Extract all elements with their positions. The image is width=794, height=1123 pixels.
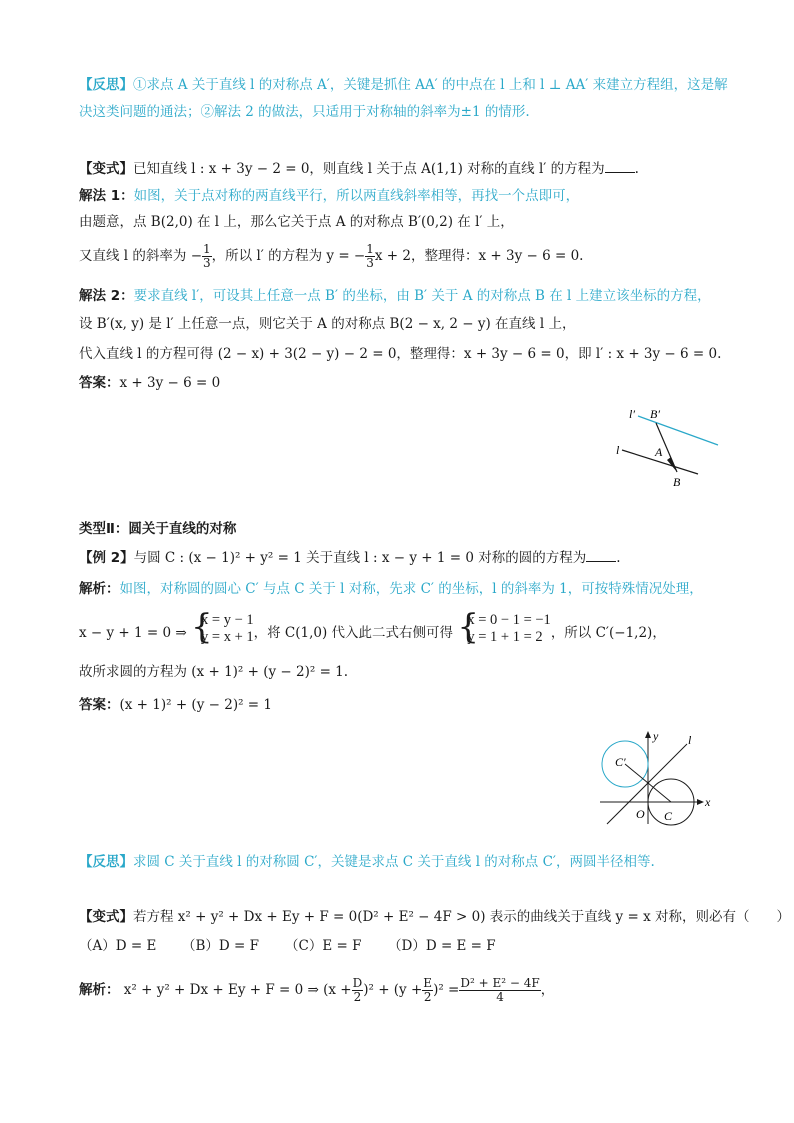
- example2-tag: 【例 2】: [79, 550, 134, 566]
- fraction-e-over-2: [422, 977, 433, 1004]
- f3-den: 4: [496, 990, 504, 1004]
- reflect1-tag: 【反思】: [79, 77, 133, 93]
- system2-row1: x = 0 − 1 = −1: [467, 612, 551, 628]
- example2-answer: [79, 696, 272, 714]
- label-b: B: [673, 475, 681, 489]
- frac-num: 1: [203, 242, 211, 256]
- option-d[interactable]: （D）D = E = F: [388, 938, 496, 954]
- variant1-tag: 【变式】: [79, 161, 133, 177]
- variant1-question: [79, 160, 639, 178]
- variant2-question-text: 若方程 x² + y² + Dx + Ey + F = 0(D² + E² − 4F > 0) 表示的曲线关于直线 y = x 对称，则必有（ ）: [133, 909, 790, 925]
- sol2-line3: 代入直线 l 的方程可得 (2 − x) + 3(2 − y) − 2 = 0，整理得：x + 3y − 6 = 0，即 l′ : x + 3y − 6 = 0.: [79, 346, 722, 362]
- f2-den: 2: [423, 990, 432, 1004]
- system-mid: ，将 C(1,0) 代入此二式右侧可得: [253, 625, 454, 641]
- variant2-solution: [79, 972, 554, 1008]
- system-lead: x − y + 1 = 0 ⇒: [79, 625, 187, 641]
- sol-part-b: )² + (y +: [363, 982, 423, 998]
- reflect2-line: [79, 853, 655, 871]
- label-x: x: [705, 795, 711, 809]
- fraction-one-third: [202, 243, 212, 270]
- sol2-hint: 要求直线 l′，可设其上任意一点 B′ 的坐标，由 B′ 关于 A 的对称点 B 在 l 上建立该坐标的方程，: [133, 288, 711, 304]
- fraction-radius: [459, 977, 540, 1004]
- label-c-prime: C′: [615, 755, 626, 769]
- answer-tag: 答案：: [79, 375, 120, 391]
- sol1-hint: 如图，关于点对称的两直线平行，所以两直线斜率相等，再找一个点即可，: [133, 188, 580, 204]
- y-arrow-icon: [645, 731, 651, 738]
- option-c[interactable]: （C）E = F: [285, 938, 362, 954]
- f3-num: D² + E² − 4F: [460, 976, 540, 990]
- fraction-d-over-2: [352, 977, 364, 1004]
- sol2-tag: 解法 2：: [79, 288, 134, 304]
- x-arrow-icon: [697, 799, 704, 805]
- variant2-question: [79, 908, 790, 926]
- reflect2-tag: 【反思】: [79, 854, 133, 870]
- fraction-one-third-2: [365, 243, 375, 270]
- sol1-line1: [79, 187, 579, 205]
- sol1-line3: [79, 243, 583, 270]
- section-title: 类型Ⅱ：圆关于直线的对称: [79, 521, 237, 537]
- example2-answer-value: (x + 1)² + (y − 2)² = 1: [119, 697, 272, 713]
- answer-blank: [605, 160, 635, 173]
- variant1-question-end: .: [634, 161, 639, 177]
- system2-row2: y = 1 + 1 = 2: [467, 629, 543, 645]
- example2-sol-tag: 解析：: [79, 581, 120, 597]
- system1-row1: x = y − 1: [201, 612, 254, 628]
- sol1-line3-b: ，所以 l′ 的方程为 y = −: [211, 248, 366, 264]
- example2-sol-hint: 如图，对称圆的圆心 C′ 与点 C 关于 l 对称，先求 C′ 的坐标，l 的斜率为 1，可按特殊情况处理，: [119, 581, 703, 597]
- f2-num: E: [423, 976, 433, 990]
- label-l-fig2: l: [688, 733, 692, 747]
- label-l-prime: l′: [629, 407, 635, 421]
- sol-part-c: )² =: [433, 982, 460, 998]
- frac-num-2: 1: [366, 242, 374, 256]
- reflect2-text: 求圆 C 关于直线 l 的对称圆 C′，关键是求点 C 关于直线 l 的对称点 C′，两圆半径相等.: [133, 854, 655, 870]
- sol1-line2: 由题意，点 B(2,0) 在 l 上，那么它关于点 A 的对称点 B′(0,2) 在 l′ 上，: [79, 214, 514, 230]
- variant2-sol-tag: 解析：: [79, 982, 120, 998]
- sol1-line3-a: 又直线 l 的斜率为 −: [79, 248, 203, 264]
- example2-question-text: 与圆 C : (x − 1)² + y² = 1 关于直线 l : x − y + 1 = 0 对称的圆的方程为: [133, 550, 587, 566]
- example2-system-line: [79, 607, 666, 648]
- label-y: y: [653, 729, 659, 743]
- option-a[interactable]: （A）D = E: [79, 938, 157, 954]
- figure-line-symmetry: [610, 402, 730, 494]
- option-b[interactable]: （B）D = F: [182, 938, 260, 954]
- example2-question: [79, 549, 621, 567]
- variant1-question-text: 已知直线 l : x + 3y − 2 = 0，则直线 l 关于点 A(1,1) 对称的直线 l′ 的方程为: [133, 161, 605, 177]
- example2-sol-line1: [79, 580, 703, 598]
- system1-row2: y = x + 1: [201, 629, 254, 645]
- brace-icon-2: {: [457, 607, 479, 647]
- label-a: A: [655, 445, 663, 459]
- sol1-line3-c: x + 2，整理得：x + 3y − 6 = 0.: [374, 248, 584, 264]
- sol2-line1: [79, 287, 711, 305]
- reflect1-line2: 决这类问题的通法；②解法 2 的做法，只适用于对称轴的斜率为±1 的情形.: [79, 104, 530, 120]
- label-b-prime: B′: [650, 407, 660, 421]
- example2-blank: [586, 549, 616, 562]
- f1-den: 2: [353, 990, 362, 1004]
- variant1-answer: [79, 374, 220, 392]
- example2-answer-tag: 答案：: [79, 697, 120, 713]
- frac-den: 3: [203, 256, 211, 270]
- reflect1-text1: ①求点 A 关于直线 l 的对称点 A′，关键是抓住 AA′ 的中点在 l 上和 l ⊥ AA′ 来建立方程组，这是解: [133, 77, 728, 93]
- system-tail: ，所以 C′(−1,2)，: [550, 625, 666, 641]
- sol1-tag: 解法 1：: [79, 188, 134, 204]
- f1-num: D: [352, 976, 363, 990]
- example2-conclusion: 故所求圆的方程为 (x + 1)² + (y − 2)² = 1.: [79, 664, 349, 680]
- reflect1-line1: [79, 76, 728, 94]
- answer-value: x + 3y − 6 = 0: [119, 375, 221, 391]
- sol-part-a: x² + y² + Dx + Ey + F = 0 ⇒ (x +: [123, 982, 352, 998]
- label-l: l: [616, 443, 620, 457]
- figure-circle-symmetry: [595, 728, 720, 828]
- label-c: C: [664, 809, 673, 823]
- variant2-options: [79, 937, 496, 955]
- equation-system-2: [457, 607, 551, 655]
- frac-den-2: 3: [366, 256, 374, 270]
- variant2-tag: 【变式】: [79, 909, 133, 925]
- sol-part-d: ，: [540, 982, 555, 998]
- equation-system-1: [191, 607, 254, 655]
- sol2-line2: 设 B′(x, y) 是 l′ 上任意一点，则它关于 A 的对称点 B(2 − x, 2 − y) 在直线 l 上，: [79, 316, 576, 332]
- label-o: O: [636, 807, 645, 821]
- example2-question-end: .: [616, 550, 621, 566]
- brace-icon: {: [191, 607, 213, 647]
